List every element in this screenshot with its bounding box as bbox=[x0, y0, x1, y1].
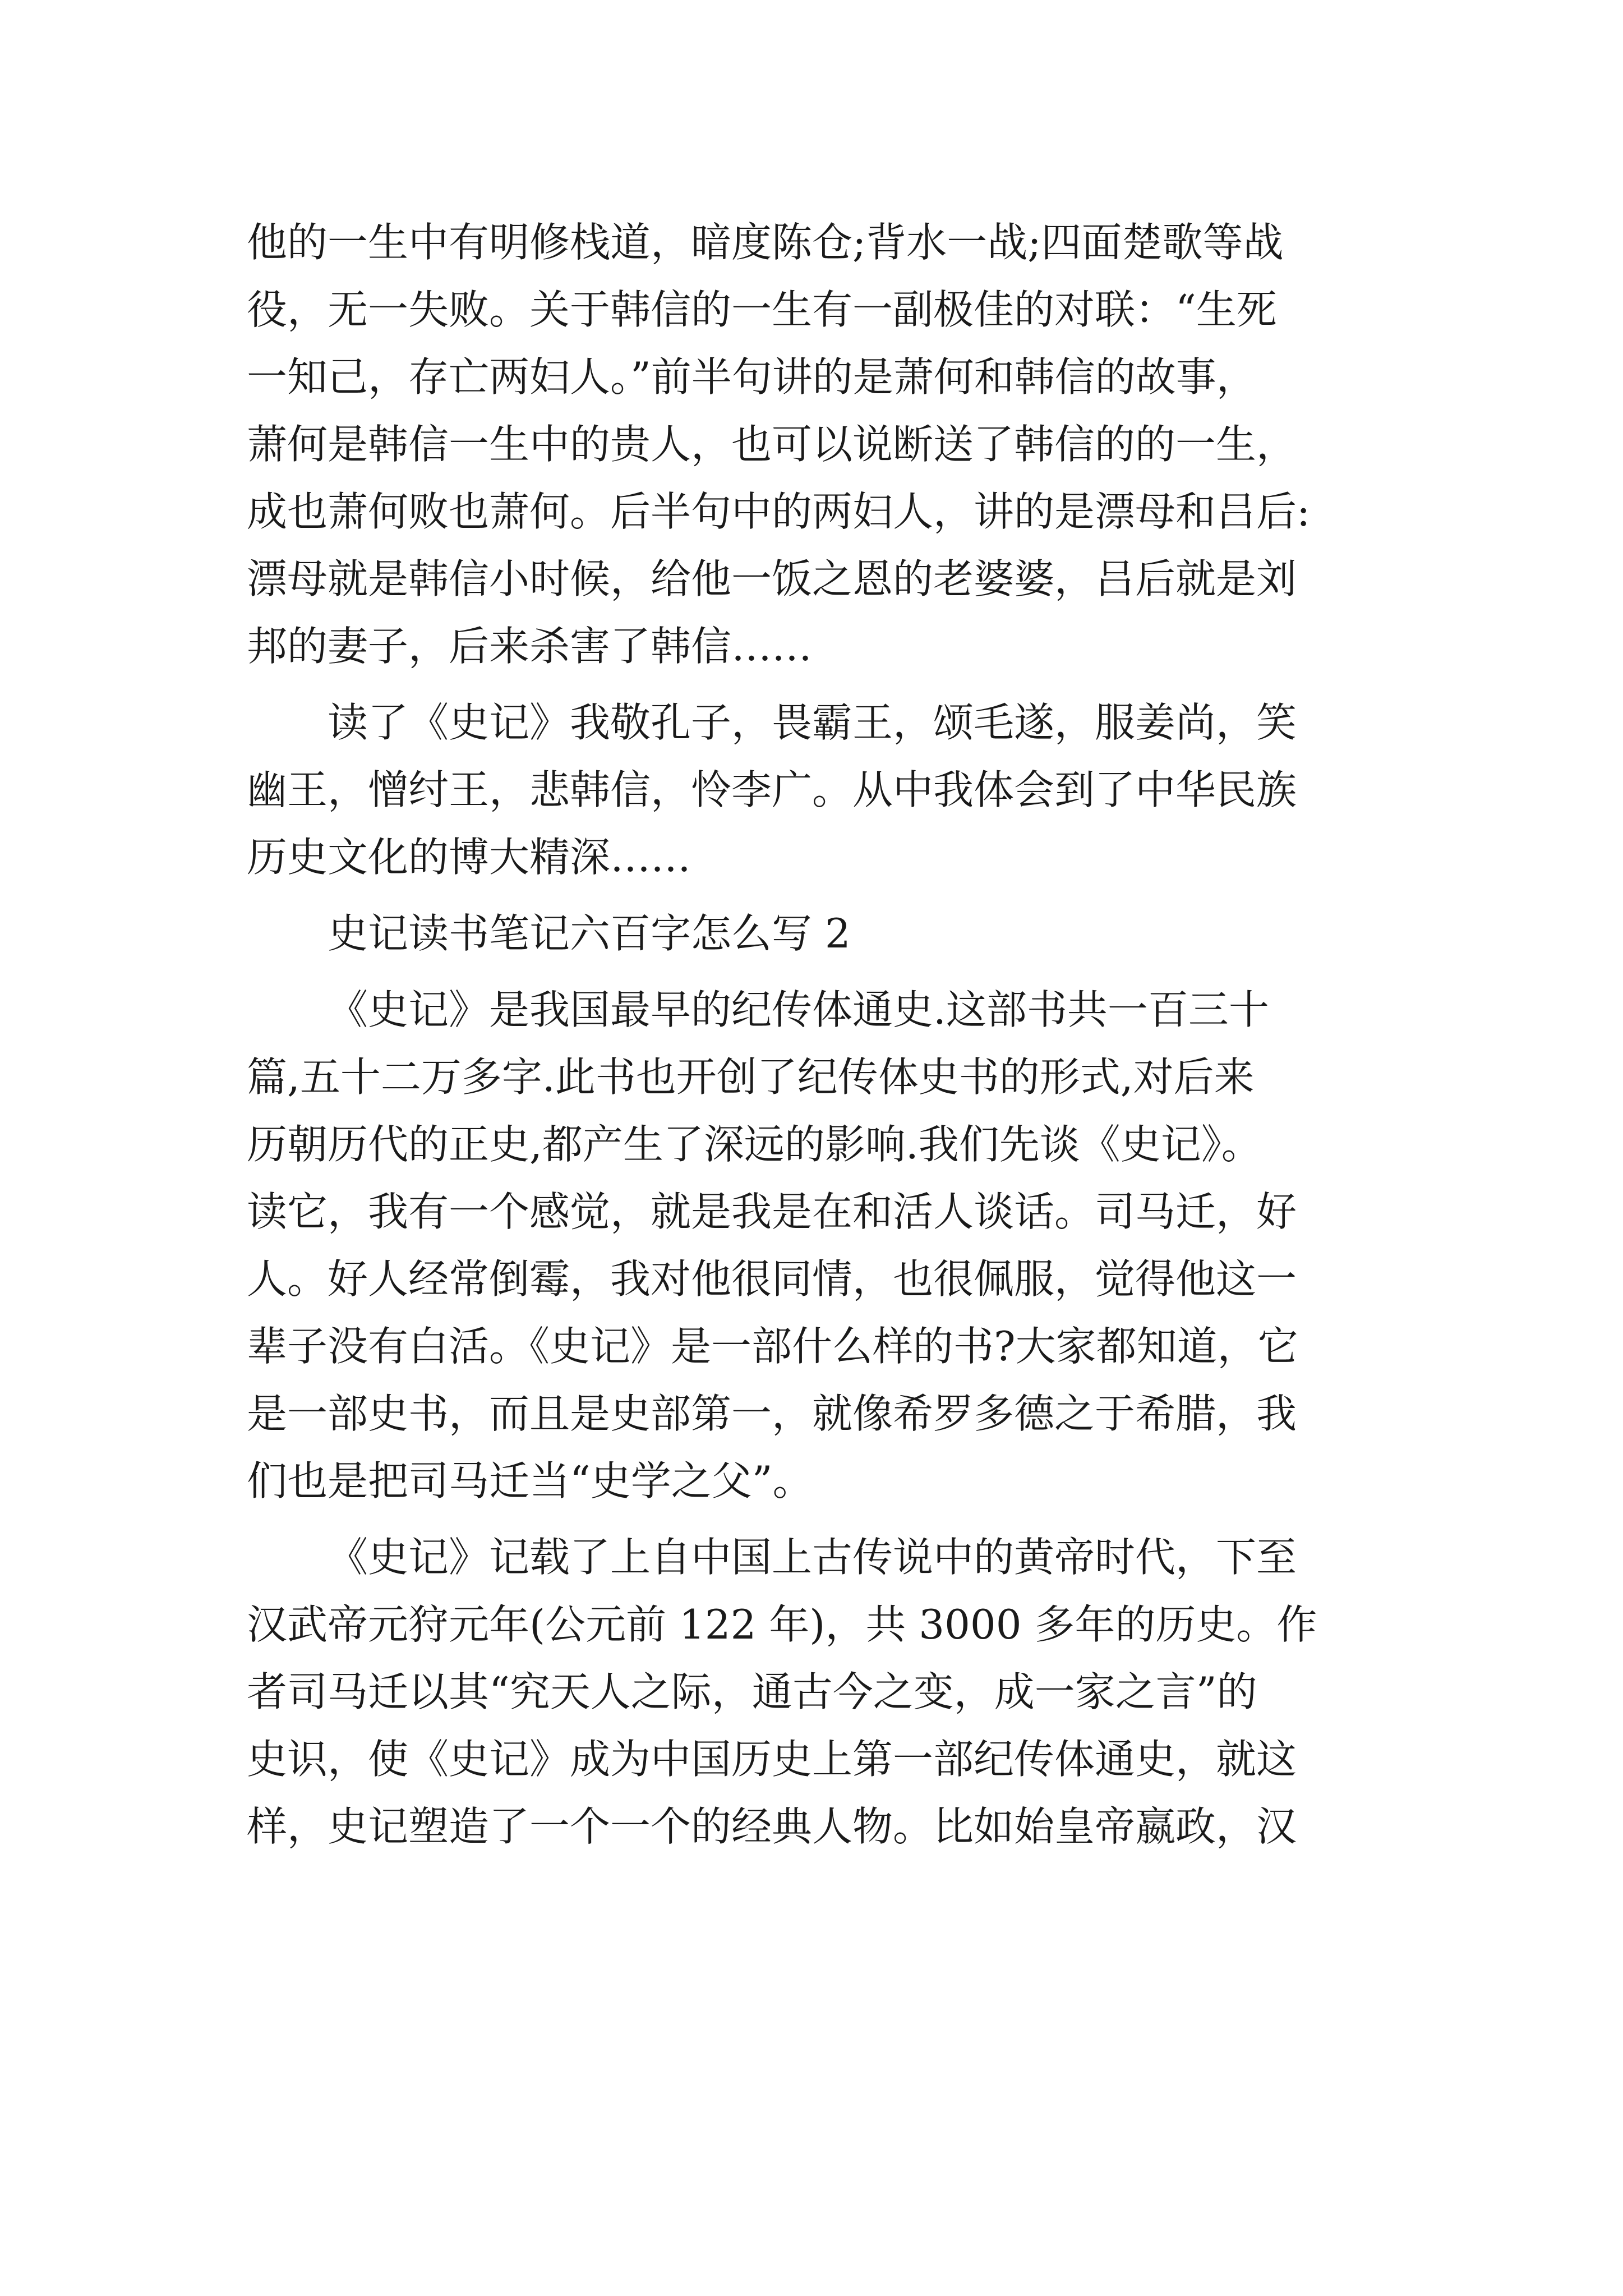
paragraph-shiji-history: 《史记》记载了上自中国上古传说中的黄帝时代，下至 汉武帝元狩元年(公元前 122 年)，共 3000 多年的历史。作 者司马迁以其“究天人之际，通古今之变，成一家之言”的 史识，使《史记》成为中国历史上第一部纪传体通史，就这 样，史记塑造了一个一个的经典人物。比如始皇帝嬴政，汉 bbox=[247, 1534, 1317, 1850]
body-text bbox=[247, 209, 1391, 1869]
paragraph-han-xin: 他的一生中有明修栈道，暗度陈仓;背水一战;四面楚歌等战 役，无一失败。关于韩信的一生有一副极佳的对联：“生死 一知己，存亡两妇人。”前半句讲的是萧何和韩信的故事， 萧何是韩信一生中的贵人，也可以说断送了韩信的的一生， 成也萧何败也萧何。后半句中的两妇人，讲的是漂母和吕后: 漂母就是韩信小时候，给他一饭之恩的老婆婆，吕后就是刘 邦的妻子，后来杀害了韩信…… bbox=[247, 219, 1311, 670]
section-heading: 史记读书笔记六百字怎么写 2 bbox=[328, 910, 851, 957]
paragraph-shiji-intro: 《史记》是我国最早的纪传体通史.这部书共一百三十 篇,五十二万多字.此书也开创了纪传体史书的形式,对后来 历朝历代的正史,都产生了深远的影响.我们先谈《史记》。 读它，我有一个感觉，就是我是在和活人谈话。司马迁，好 人。好人经常倒霉，我对他很同情，也很佩服，觉得他这一 辈子没有白活。《史记》是一部什么样的书?大家都知道，它 是一部史书，而且是史部第一，就像希罗多德之于希腊，我 们也是把司马迁当“史学之父”。 bbox=[247, 986, 1298, 1504]
paragraph-reflection: 读了《史记》我敬孔子，畏霸王，颂毛遂，服姜尚，笑 幽王，憎纣王，悲韩信，怜李广。从中我体会到了中华民族 历史文化的博大精深…… bbox=[247, 699, 1297, 881]
